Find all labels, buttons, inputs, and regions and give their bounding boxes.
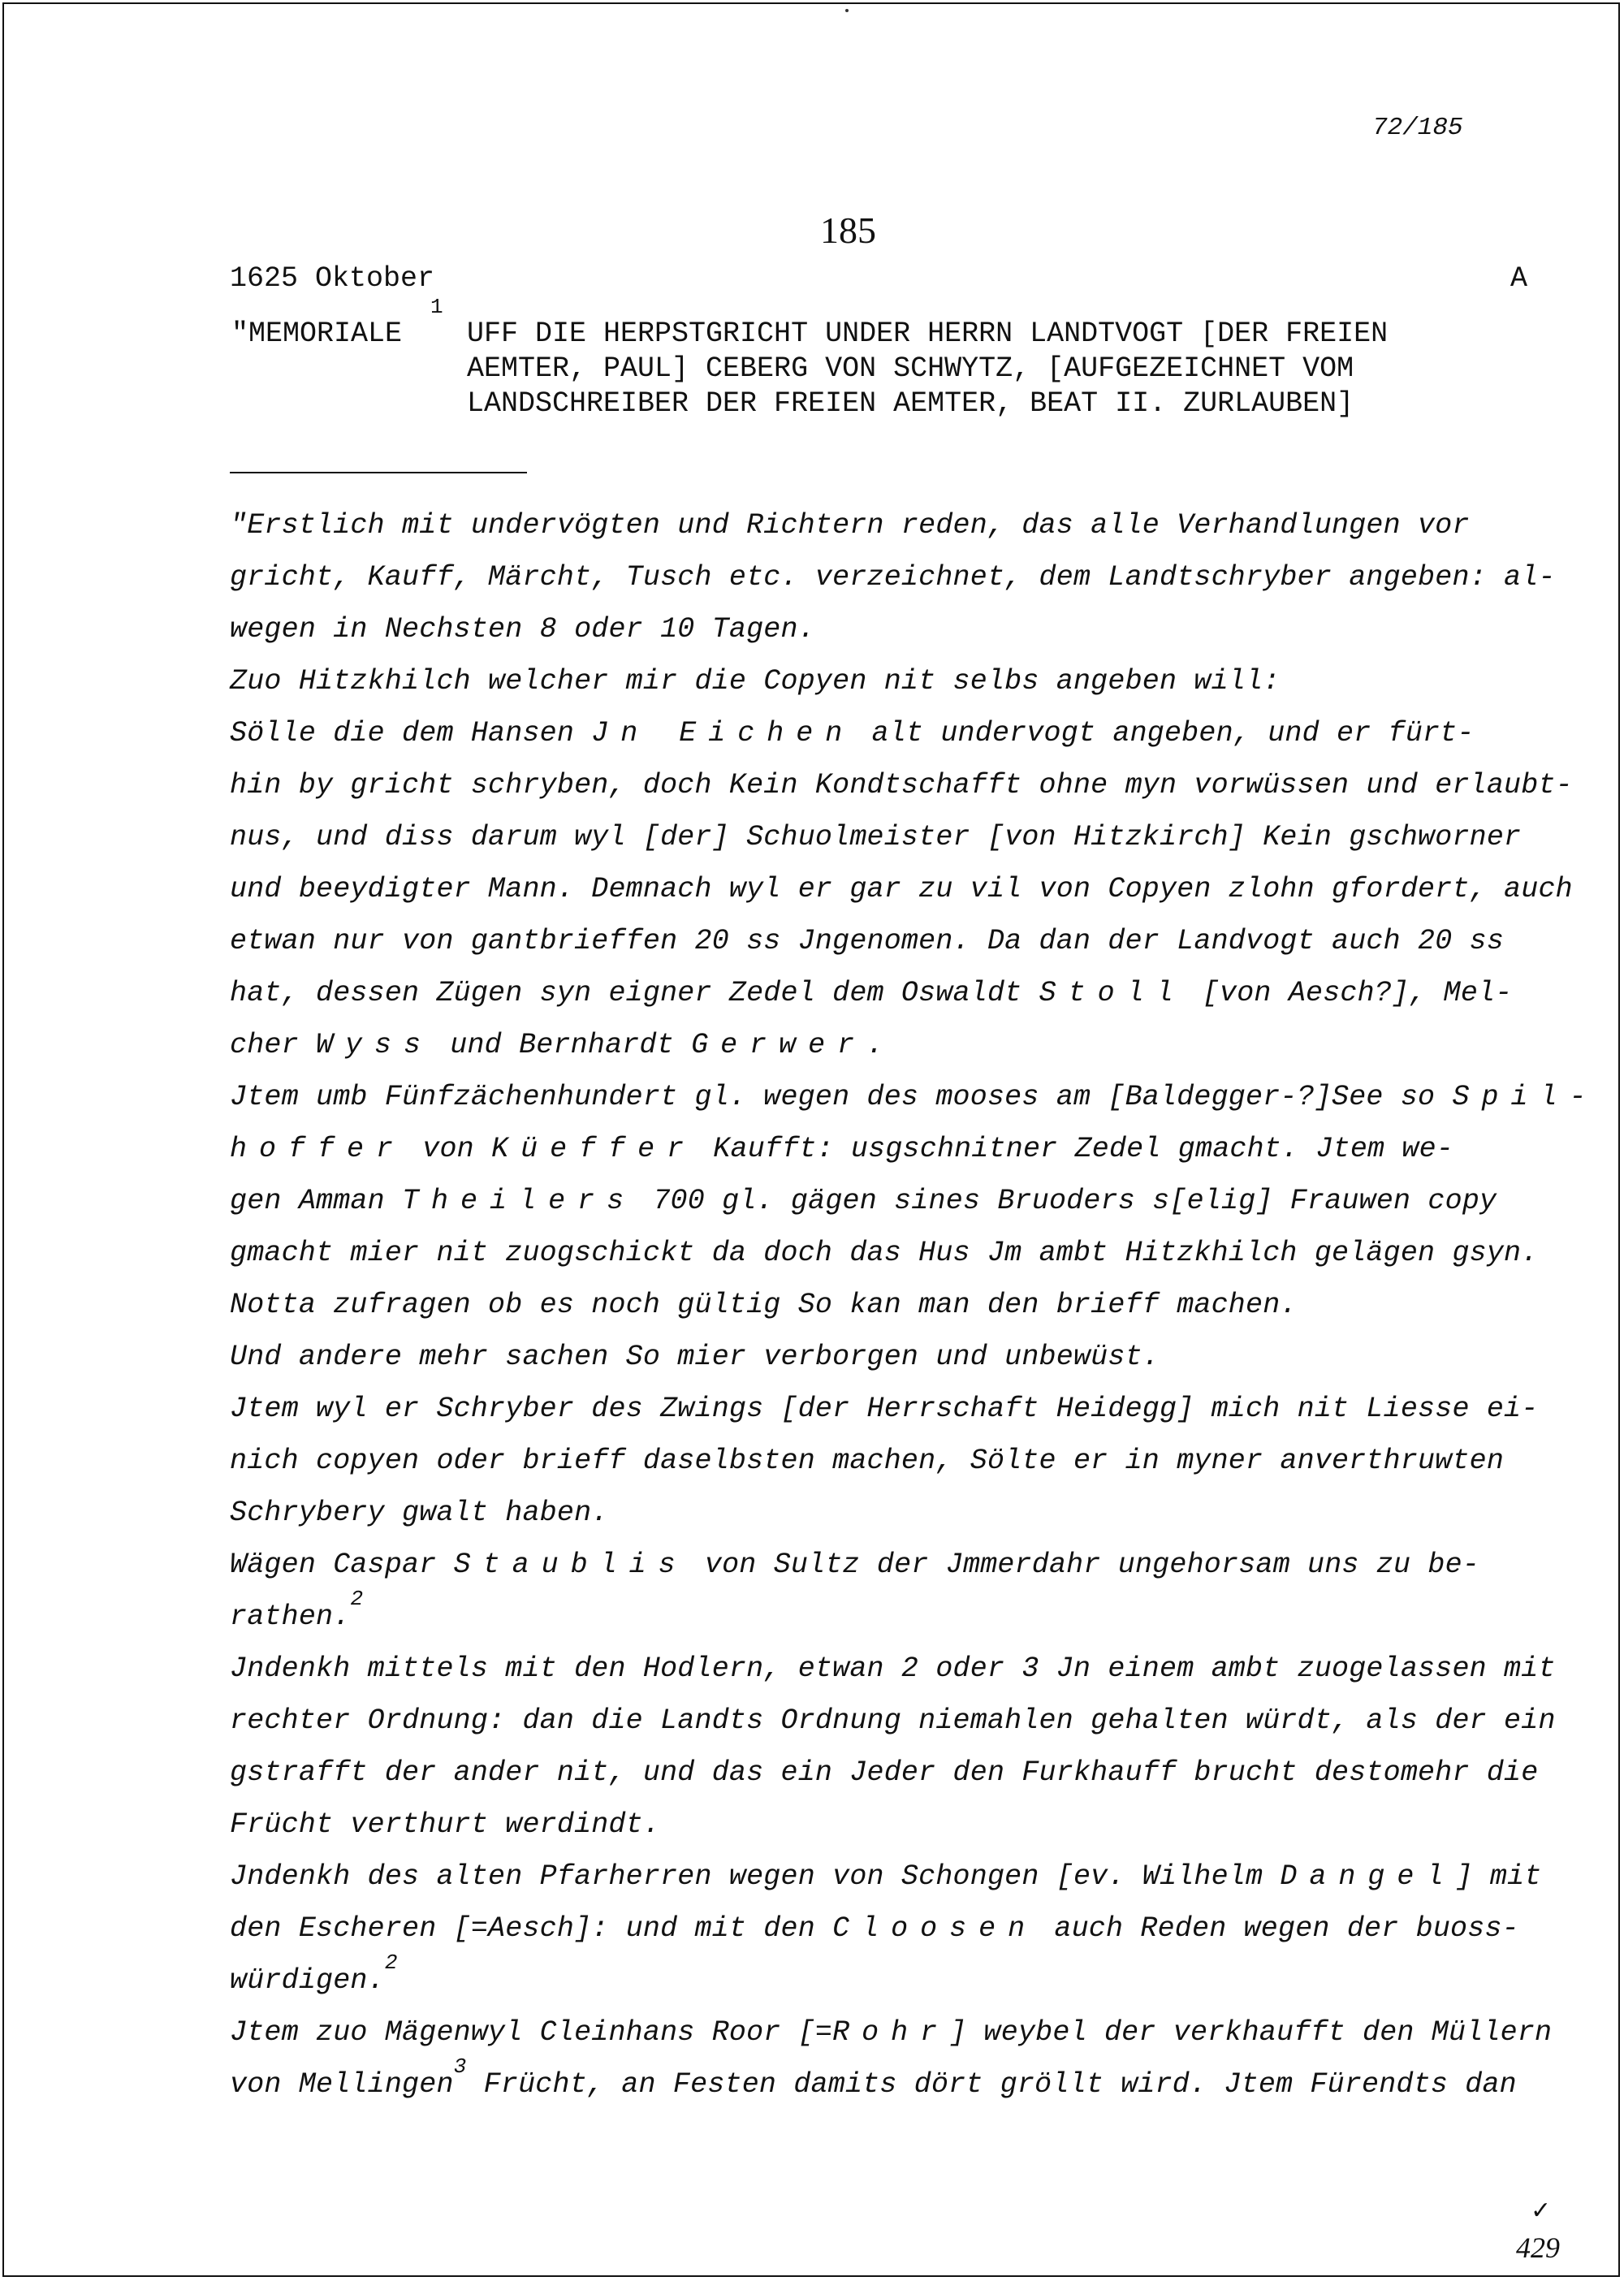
- body-line: Schrybery gwalt haben.: [230, 1497, 609, 1529]
- text-run: von Mellingen: [230, 2068, 454, 2101]
- text-run: alt undervogt angeben, und er fürt-: [854, 717, 1475, 750]
- text-run: Kaufft: usgschnitner Zedel gmacht. Jtem we-: [696, 1133, 1454, 1165]
- body-line: Und andere mehr sachen So mier verborgen und unbewüst.: [230, 1341, 1160, 1373]
- text-run: von Sultz der Jmmerdahr ungehorsam uns zu be-: [687, 1549, 1480, 1581]
- text-run: von: [405, 1133, 492, 1165]
- body-line: [230, 1081, 1598, 1113]
- body-line: [230, 1587, 364, 1633]
- spaced-name: Cloosen: [832, 1912, 1038, 1945]
- text-run: 700 gl. gägen sines Bruoders s[elig] Frauwen copy: [636, 1185, 1497, 1217]
- spaced-name: hoffer: [230, 1133, 406, 1165]
- spaced-name: Gerwer: [691, 1029, 867, 1061]
- body-line: [230, 1185, 1497, 1217]
- body-line: Jndenkh mittels mit den Hodlern, etwan 2 oder 3 Jn einem ambt zuogelassen mit: [230, 1652, 1556, 1685]
- footnote-marker: 2: [384, 1951, 398, 1975]
- body-line: und beeydigter Mann. Demnach wyl er gar zu vil von Copyen zlohn gfordert, auch: [230, 873, 1573, 905]
- spaced-name: Theilers: [402, 1185, 637, 1217]
- text-run: .: [866, 1029, 884, 1061]
- text-run: Frücht, an Festen damits dört gröllt wird. Jtem Fürendts dan: [466, 2068, 1517, 2101]
- spaced-name: Staublis: [453, 1549, 688, 1581]
- document-page: [2, 2, 1620, 2277]
- body-line: [230, 1951, 398, 1997]
- body-line: [230, 2016, 1552, 2049]
- body-line: gricht, Kauff, Märcht, Tusch etc. verzeichnet, dem Landtschryber angeben: al-: [230, 561, 1556, 594]
- body-line: gstrafft der ander nit, und das ein Jeder den Furkhauff brucht destomehr die: [230, 1756, 1539, 1789]
- spaced-name: Wyss: [316, 1029, 434, 1061]
- spaced-name: Dangel: [1280, 1860, 1456, 1893]
- text-run: rathen.: [230, 1601, 351, 1633]
- section-divider: [230, 472, 527, 473]
- check-icon: ✓: [1531, 2197, 1552, 2225]
- body-line: [230, 717, 1475, 750]
- spaced-name: Jn Eichen: [591, 717, 855, 750]
- body-line: hin by gricht schryben, doch Kein Kondtschafft ohne myn vorwüssen und erlaubt-: [230, 769, 1573, 801]
- text-run: und Bernhardt: [433, 1029, 692, 1061]
- archive-reference: 72/185: [1372, 114, 1463, 142]
- text-run: Jtem zuo Mägenwyl Cleinhans Roor [=: [230, 2016, 833, 2049]
- body-line: [230, 1912, 1519, 1945]
- body-line: [230, 2054, 1517, 2101]
- title-line-3: LANDSCHREIBER DER FREIEN AEMTER, BEAT II. ZURLAUBEN]: [467, 387, 1354, 420]
- spaced-name: Küeffer: [491, 1133, 697, 1165]
- body-line: Frücht verthurt werdindt.: [230, 1808, 661, 1841]
- text-run: [von Aesch?], Mel-: [1185, 977, 1513, 1009]
- text-run: würdigen.: [230, 1964, 385, 1997]
- body-line: "Erstlich mit undervögten und Richtern reden, das alle Verhandlungen vor: [230, 509, 1470, 542]
- document-date: 1625 Oktober: [230, 262, 435, 295]
- text-run: Sölle die dem Hansen: [230, 717, 592, 750]
- body-line: nich copyen oder brieff daselbsten machen, Sölte er in myner anverthruwten: [230, 1445, 1505, 1477]
- spaced-name: Spil-: [1452, 1081, 1599, 1113]
- body-line: gmacht mier nit zuogschickt da doch das Hus Jm ambt Hitzkhilch gelägen gsyn.: [230, 1237, 1539, 1269]
- body-line: Jtem wyl er Schryber des Zwings [der Herrschaft Heidegg] mich nit Liesse ei-: [230, 1393, 1539, 1425]
- title-footnote-marker: 1: [430, 295, 443, 319]
- body-line: [230, 1133, 1453, 1165]
- folio-number: 429: [1516, 2231, 1560, 2264]
- scan-dot: [845, 9, 849, 12]
- text-run: Jtem umb Fünfzächenhundert gl. wegen des mooses am [Baldegger-?]See so: [230, 1081, 1453, 1113]
- text-run: cher: [230, 1029, 317, 1061]
- footnote-marker: 3: [453, 2054, 467, 2079]
- body-line: Zuo Hitzkhilch welcher mir die Copyen nit selbs angeben will:: [230, 665, 1281, 698]
- text-run: ] mit: [1455, 1860, 1542, 1893]
- text-run: auch Reden wegen der buoss-: [1037, 1912, 1519, 1945]
- text-run: ] weybel der verkhaufft den Müllern: [949, 2016, 1553, 2049]
- body-line: [230, 1029, 883, 1061]
- spaced-name: Rohr: [832, 2016, 950, 2049]
- text-run: gen Amman: [230, 1185, 403, 1217]
- title-line-1-start: "MEMORIALE: [231, 318, 403, 350]
- title-line-1-rest: UFF DIE HERPSTGRICHT UNDER HERRN LANDTVOGT [DER FREIEN: [467, 318, 1389, 350]
- text-run: den Escheren [=Aesch]: und mit den: [230, 1912, 833, 1945]
- footnote-marker: 2: [350, 1587, 364, 1611]
- spaced-name: Stoll: [1039, 977, 1186, 1009]
- text-run: Jndenkh des alten Pfarherren wegen von Schongen [ev. Wilhelm: [230, 1860, 1281, 1893]
- body-line: rechter Ordnung: dan die Landts Ordnung niemahlen gehalten würdt, als der ein: [230, 1704, 1556, 1737]
- text-run: hat, dessen Zügen syn eigner Zedel dem Oswaldt: [230, 977, 1039, 1009]
- body-line: [230, 977, 1512, 1009]
- document-number: 185: [820, 210, 876, 251]
- document-classification: A: [1510, 262, 1528, 295]
- body-line: nus, und diss darum wyl [der] Schuolmeister [von Hitzkirch] Kein gschworner: [230, 821, 1522, 853]
- body-line: wegen in Nechsten 8 oder 10 Tagen.: [230, 613, 815, 646]
- title-line-2: AEMTER, PAUL] CEBERG VON SCHWYTZ, [AUFGEZEICHNET VOM: [467, 352, 1354, 385]
- body-line: [230, 1549, 1479, 1581]
- body-line: etwan nur von gantbrieffen 20 ss Jngenomen. Da dan der Landvogt auch 20 ss: [230, 925, 1505, 957]
- body-line: [230, 1860, 1541, 1893]
- body-line: Notta zufragen ob es noch gültig So kan man den brieff machen.: [230, 1289, 1298, 1321]
- text-run: Wägen Caspar: [230, 1549, 454, 1581]
